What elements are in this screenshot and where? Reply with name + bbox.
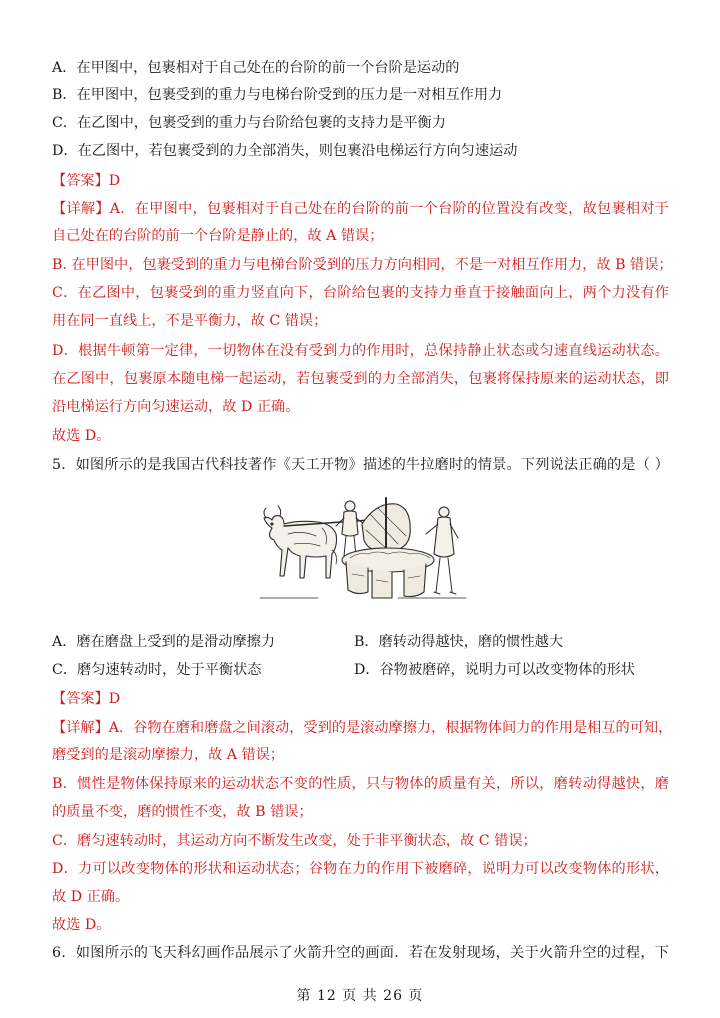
q5-detail-line: D．力可以改变物体的形状和运动状态；谷物在力的作用下被磨碎，说明力可以改变物体的形状，	[52, 861, 669, 877]
q5-option-d: D．谷物被磨碎，说明力可以改变物体的形状	[354, 662, 635, 678]
page-footer: 第 12 页 共 26 页	[296, 988, 424, 1004]
q5-detail-line: 【详解】A．谷物在磨和磨盘之间滚动，受到的是滚动摩擦力，根据物体间力的作用是相互的可知，	[52, 720, 673, 736]
q5-detail-line: 故 D 正确。	[52, 889, 130, 905]
q5-answer: 【答案】D	[52, 691, 121, 707]
q5-detail-line: 故选 D。	[52, 917, 111, 933]
q5-detail-line: 磨受到的是滚动摩擦力，故 A 错误；	[52, 747, 285, 763]
q4-detail-line: 【详解】A．在甲图中，包裹相对于自己处在的台阶的前一个台阶的位置没有改变，故包裹相对于	[52, 201, 669, 217]
ox-millstone-illustration	[258, 494, 470, 606]
q4-detail-line: B. 在甲图中，包裹受到的重力与电梯台阶受到的压力方向相同，不是一对相互作用力，故 B 错误；	[52, 257, 673, 273]
q4-option-a: A．在甲图中，包裹相对于自己处在的台阶的前一个台阶是运动的	[52, 60, 460, 76]
q4-answer: 【答案】D	[52, 173, 121, 189]
worker-figure	[336, 501, 364, 556]
q5-option-c: C．磨匀速转动时，处于平衡状态	[52, 662, 262, 678]
q4-detail-line: 自己处在的台阶的前一个台阶是静止的，故 A 错误；	[52, 228, 384, 244]
q5-option-a: A．磨在磨盘上受到的是滑动摩擦力	[52, 634, 276, 650]
q5-option-b: B．磨转动得越快，磨的惯性越大	[354, 634, 564, 650]
q5-stem: 5．如图所示的是我国古代科技著作《天工开物》描述的牛拉磨时的情景。下列说法正确的是（ ）	[52, 457, 669, 473]
q5-detail-line: C．磨匀速转动时，其运动方向不断发生改变，处于非平衡状态，故 C 错误；	[52, 833, 537, 849]
q4-detail-line: 沿电梯运行方向匀速运动，故 D 正确。	[52, 399, 300, 415]
q4-option-b: B．在甲图中，包裹受到的重力与电梯台阶受到的压力是一对相互作用力	[52, 87, 503, 103]
q6-stem: 6．如图所示的飞天科幻画作品展示了火箭升空的画面．若在发射现场，关于火箭升空的过程，下	[52, 945, 669, 961]
q4-detail-line: 用在同一直线上，不是平衡力，故 C 错误；	[52, 313, 328, 329]
q4-option-c: C．在乙图中，包裹受到的重力与台阶给包裹的支持力是平衡力	[52, 115, 446, 131]
q4-detail-line: C．在乙图中，包裹受到的重力竖直向下，台阶给包裹的支持力垂直于接触面向上，两个力没有作	[52, 285, 669, 301]
q4-detail-line: 在乙图中，包裹原本随电梯一起运动，若包裹受到的力全部消失，包裹将保持原来的运动状态，即	[52, 371, 669, 387]
q5-detail-line: 的质量不变，磨的惯性不变，故 B 错误；	[52, 804, 313, 820]
worker-figure	[426, 507, 458, 594]
q5-options-row-2	[52, 660, 672, 680]
q5-detail-line: B．惯性是物体保持原来的运动状态不变的性质，只与物体的质量有关，所以，磨转动得越快，磨	[52, 776, 669, 792]
q4-detail-line: D．根据牛顿第一定律，一切物体在没有受到力的作用时，总保持静止状态或匀速直线运动状态。	[52, 343, 669, 359]
q4-detail-line: 故选 D。	[52, 428, 111, 444]
q5-options-row-1	[52, 632, 672, 652]
q4-option-d: D．在乙图中，若包裹受到的力全部消失，则包裹沿电梯运行方向匀速运动	[52, 143, 518, 159]
